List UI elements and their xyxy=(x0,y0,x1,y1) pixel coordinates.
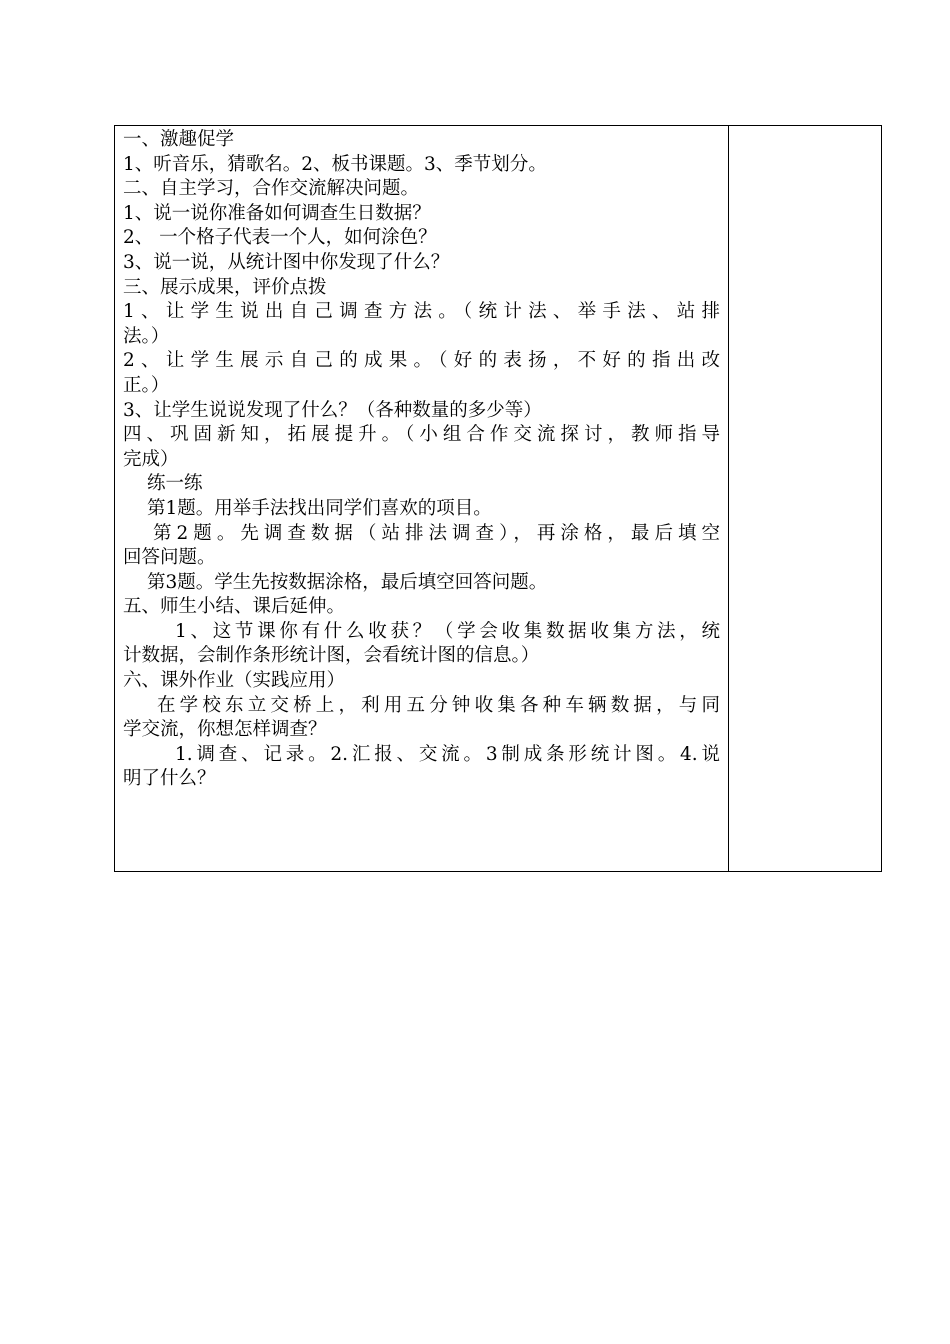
section-heading-5: 五、师生小结、课后延伸。 xyxy=(123,596,346,618)
text-line: 第2题。先调查数据（站排法调查），再涂格，最后填空 xyxy=(153,522,720,544)
text-line: 明了什么？ xyxy=(123,768,216,790)
text-line: 计数据，会制作条形统计图，会看统计图的信息。） xyxy=(123,645,540,667)
section-heading-6: 六、课外作业（实践应用） xyxy=(123,670,346,692)
text-line: 1、说一说你准备如何调查生日数据？ xyxy=(123,202,431,224)
practice-heading: 练一练 xyxy=(147,473,203,495)
text-line: 2、让学生展示自己的成果。（好的表扬，不好的指出改 xyxy=(123,350,720,372)
text-line: 3、让学生说说发现了什么？（各种数量的多少等） xyxy=(123,399,542,421)
text-line: 1、让学生说出自己调查方法。（统计法、举手法、站排 xyxy=(123,301,720,323)
section-heading-1: 一、激趣促学 xyxy=(123,129,235,150)
text-line: 3、说一说，从统计图中你发现了什么？ xyxy=(123,251,450,273)
text-line: 第3题。学生先按数据涂格，最后填空回答问题。 xyxy=(147,571,548,593)
notes-cell xyxy=(729,126,881,871)
text-line: 2、 一个格子代表一个人，如何涂色？ xyxy=(123,227,437,249)
text-line: 正。） xyxy=(123,374,170,396)
text-line: 在学校东立交桥上，利用五分钟收集各种车辆数据，与同 xyxy=(157,694,720,716)
section-heading-3: 三、展示成果，评价点拨 xyxy=(123,276,327,298)
text-line: 1、听音乐，猜歌名。2、板书课题。3、季节划分。 xyxy=(123,153,547,175)
text-line: 法。） xyxy=(123,325,170,347)
section-heading-2: 二、自主学习，合作交流解决问题。 xyxy=(123,178,420,200)
lesson-plan-table xyxy=(114,125,882,872)
lesson-content-cell xyxy=(115,126,729,871)
section-heading-4: 四、巩固新知，拓展提升。（小组合作交流探讨，教师指导 xyxy=(123,424,720,446)
text-line: 学交流，你想怎样调查？ xyxy=(123,719,327,741)
text-line: 完成） xyxy=(123,448,179,470)
text-line: 第1题。用举手法找出同学们喜欢的项目。 xyxy=(147,497,492,519)
text-line: 1.调查、记录。2.汇报、交流。3制成条形统计图。4.说 xyxy=(175,743,720,765)
text-line: 回答问题。 xyxy=(123,547,216,569)
text-line: 1、这节课你有什么收获？（学会收集数据收集方法，统 xyxy=(175,620,720,642)
